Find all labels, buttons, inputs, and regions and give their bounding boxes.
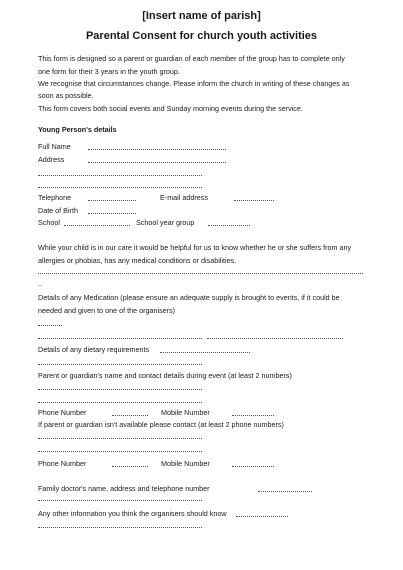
dietary-label: Details of any dietary requirements [38, 345, 150, 354]
address-label: Address [38, 155, 65, 164]
phone-number-field[interactable] [112, 415, 148, 416]
school-year-field[interactable] [208, 225, 250, 226]
parent-contact-label: Parent or guardian's name and contact details during event (at least 2 numbers) [38, 371, 292, 380]
full-name-label: Full Name [38, 142, 71, 151]
intro-line-2: one form for their 3 years in the youth group. [38, 67, 180, 76]
medical-field-1[interactable] [38, 273, 363, 274]
intro-line-3: We recognise that circumstances change. Please inform the church in writing of these changes as [38, 79, 350, 88]
parent-contact-field-1[interactable] [38, 389, 202, 390]
address-field-3[interactable] [38, 187, 202, 188]
address-field-2[interactable] [38, 175, 202, 176]
medical-field-continuation: .. [38, 279, 42, 288]
parent-contact-field-2[interactable] [38, 402, 202, 403]
dietary-field-2[interactable] [38, 364, 202, 365]
phone-number-label: Phone Number [38, 408, 87, 417]
mobile-number-2-label: Mobile Number [161, 459, 210, 468]
telephone-field[interactable] [88, 200, 136, 201]
alternate-contact-field-2[interactable] [38, 451, 202, 452]
school-field[interactable] [64, 225, 130, 226]
intro-line-4: soon as possible. [38, 91, 94, 100]
other-info-field-2[interactable] [38, 527, 202, 528]
medication-field-3[interactable] [207, 338, 343, 339]
dob-field[interactable] [88, 213, 136, 214]
medication-field-1[interactable] [38, 325, 62, 326]
medication-line-2: needed and given to one of the organisers) [38, 306, 176, 315]
alternate-contact-label: If parent or guardian isn't available please contact (at least 2 phone numbers) [38, 420, 284, 429]
school-label: School [38, 218, 60, 227]
intro-line-5: This form covers both social events and Sunday morning events during the service. [38, 104, 303, 113]
dietary-field-1[interactable] [160, 352, 250, 353]
address-field-1[interactable] [88, 162, 226, 163]
email-field[interactable] [234, 200, 274, 201]
young-person-heading: Young Person's details [38, 125, 117, 134]
dob-label: Date of Birth [38, 206, 78, 215]
doctor-field-1[interactable] [258, 491, 312, 492]
mobile-number-label: Mobile Number [161, 408, 210, 417]
email-label: E-mail address [160, 193, 208, 202]
mobile-number-field[interactable] [232, 415, 274, 416]
medication-line-1: Details of any Medication (please ensure an adequate supply is brought to events, if it could be [38, 293, 340, 302]
doctor-field-2[interactable] [38, 500, 202, 501]
other-info-label: Any other information you think the organisers should know [38, 509, 227, 518]
medical-intro-line-2: allergies or phobias, has any medical conditions or disabilities. [38, 256, 237, 265]
other-info-field-1[interactable] [236, 516, 288, 517]
doctor-label: Family doctor's name, address and telephone number [38, 484, 210, 493]
medical-intro-line-1: While your child is in our care it would be helpful for us to know whether he or she suffers from any [38, 243, 352, 252]
alternate-contact-field-1[interactable] [38, 438, 202, 439]
phone-number-2-field[interactable] [112, 466, 148, 467]
full-name-field[interactable] [88, 149, 226, 150]
parish-name-heading: [Insert name of parish] [142, 10, 261, 22]
telephone-label: Telephone [38, 193, 72, 202]
intro-line-1: This form is designed so a parent or guardian of each member of the group has to complete only [38, 54, 345, 63]
mobile-number-2-field[interactable] [232, 466, 274, 467]
phone-number-2-label: Phone Number [38, 459, 87, 468]
medication-field-2[interactable] [38, 338, 202, 339]
form-title: Parental Consent for church youth activities [85, 30, 318, 42]
school-year-label: School year group [136, 218, 195, 227]
